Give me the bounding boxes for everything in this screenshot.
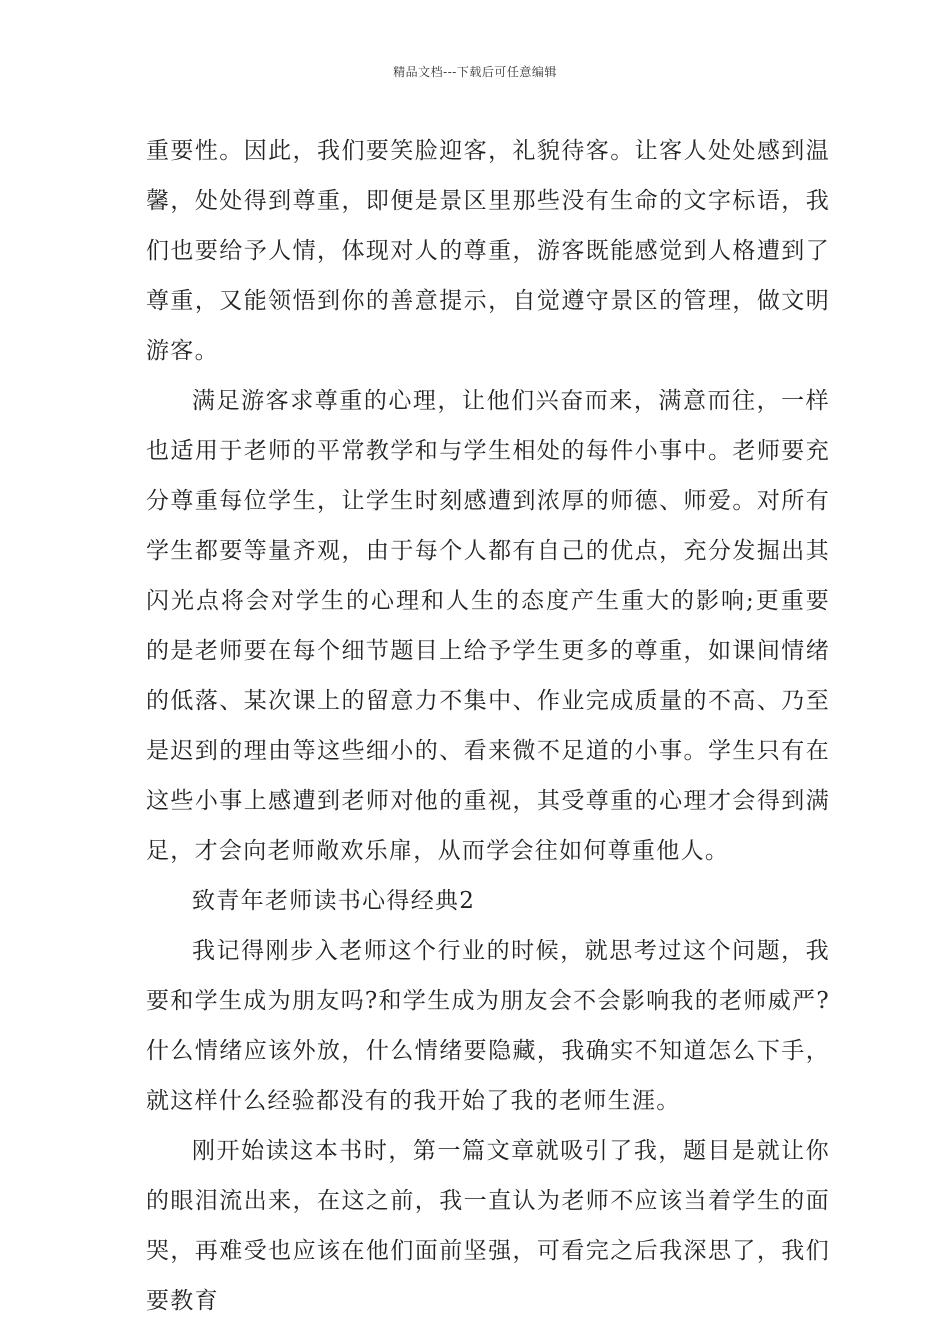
paragraph-2: 满足游客求尊重的心理，让他们兴奋而来，满意而往，一样也适用于老师的平常教学和与学生相处的每件小事中。老师要充分尊重每位学生，让学生时刻感遭到浓厚的师德、师爱。对所有学生都要等量齐观，由于每个人都有自己的优点，充分发掘出其闪光点将会对学生的心理和人生的态度产生重大的影响;更重要的是老师要在每个细节题目上给予学生更多的尊重，如课间情绪的低落、某次课上的留意力不集中、作业完成质量的不高、乃至是迟到的理由等这些细小的、看来微不足道的小事。学生只有在这些小事上感遭到老师对他的重视，其受尊重的心理才会得到满足，才会向老师敞欢乐扉，从而学会往如何尊重他人。 — [146, 388, 830, 864]
section-heading: 致青年老师读书心得经典2 — [192, 888, 476, 914]
document-body — [146, 126, 830, 1326]
page-header: 精品文档---下载后可任意编辑 — [393, 65, 557, 79]
paragraph-1: 重要性。因此，我们要笑脸迎客，礼貌待客。让客人处处感到温馨，处处得到尊重，即便是景区里那些没有生命的文字标语，我们也要给予人情，体现对人的尊重，游客既能感觉到人格遭到了尊重，又能领悟到你的善意提示，自觉遵守景区的管理，做文明游客。 — [146, 138, 830, 364]
paragraph-3: 我记得刚步入老师这个行业的时候，就思考过这个问题，我要和学生成为朋友吗?和学生成为朋友会不会影响我的老师威严?什么情绪应该外放，什么情绪要隐藏，我确实不知道怎么下手，就这样什么经验都没有的我开始了我的老师生涯。 — [146, 938, 830, 1114]
paragraph-4: 刚开始读这本书时，第一篇文章就吸引了我，题目是就让你的眼泪流出来，在这之前，我一直认为老师不应该当着学生的面哭，再难受也应该在他们面前坚强，可看完之后我深思了，我们要教育 — [146, 1138, 830, 1314]
